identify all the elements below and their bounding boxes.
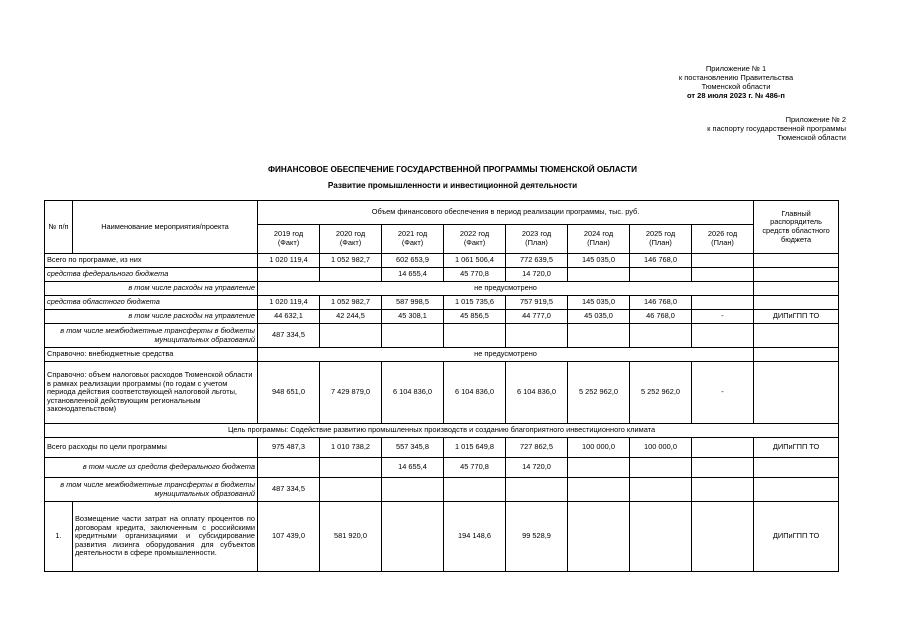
value-cell: [692, 268, 754, 282]
appendix-1-line: Тюменской области: [701, 82, 771, 91]
value-cell: [568, 324, 630, 348]
year-kind: (Факт): [277, 238, 300, 247]
year-label: 2021 год: [397, 229, 428, 239]
table-row-regional-mgmt: [45, 310, 839, 324]
value-cell: 14 655,4: [382, 268, 444, 282]
value-cell: 757 919,5: [506, 296, 568, 310]
value-cell: 487 334,5: [258, 324, 320, 348]
table-row-goal: [45, 424, 839, 438]
value-cell: 44 777,0: [506, 310, 568, 324]
header-num: № п/п: [45, 201, 73, 254]
year-cell: [506, 225, 568, 254]
value-cell: 100 000,0: [568, 438, 630, 458]
value-cell: 14 655,4: [382, 458, 444, 478]
year-label: 2025 год: [645, 229, 676, 239]
value-cell: 146 768,0: [630, 296, 692, 310]
value-cell: 487 334,5: [258, 478, 320, 502]
year-kind: (План): [649, 238, 672, 247]
value-cell: 42 244,5: [320, 310, 382, 324]
table-row-tax: [45, 362, 839, 424]
value-cell: 145 035,0: [568, 296, 630, 310]
manager-cell: [754, 324, 839, 348]
value-cell: 45 308,1: [382, 310, 444, 324]
year-cell: [568, 225, 630, 254]
table-row-federal: [45, 268, 839, 282]
header-name: Наименование мероприятия/проекта: [73, 201, 258, 254]
row-num: 1.: [45, 502, 73, 572]
row-label: в том числе межбюджетные трансферты в бюджеты муниципальных образований: [45, 324, 258, 348]
row-label: Справочно: внебюджетные средства: [45, 348, 258, 362]
appendix-1-date: от 28 июля 2023 г. № 486-п: [687, 91, 785, 100]
value-cell: 14 720,0: [506, 268, 568, 282]
manager-cell: [754, 362, 839, 424]
value-cell: [692, 438, 754, 458]
value-cell: [258, 268, 320, 282]
table-row-goal-federal: [45, 458, 839, 478]
value-cell: 602 653,9: [382, 254, 444, 268]
appendix-2-line: Приложение № 2: [785, 115, 846, 124]
year-kind: (Факт): [339, 238, 362, 247]
value-cell: [692, 324, 754, 348]
header-volume: Объем финансового обеспечения в период реализации программы, тыс. руб.: [258, 201, 754, 225]
year-kind: (Факт): [463, 238, 486, 247]
value-cell: 1 020 119,4: [258, 254, 320, 268]
row-label: Справочно: объем налоговых расходов Тюменской области в рамках реализации программы (по годам с учетом периода действия соответствующей налоговой льготы, установленной действующим региональным законодательством): [45, 362, 258, 424]
value-cell: 146 768,0: [630, 254, 692, 268]
row-label: в том числе расходы на управление: [45, 282, 258, 296]
header-manager: Главный распорядитель средств областного бюджета: [754, 201, 839, 254]
row-label: Всего по программе, из них: [45, 254, 258, 268]
manager-cell: ДИПиГПП ТО: [754, 502, 839, 572]
value-cell: 145 035,0: [568, 254, 630, 268]
table-row-goal-interbudget: [45, 478, 839, 502]
financing-table: [44, 200, 839, 572]
value-cell: [320, 458, 382, 478]
year-label: 2019 год: [273, 229, 304, 239]
year-kind: (План): [711, 238, 734, 247]
value-cell: 1 052 982,7: [320, 254, 382, 268]
value-cell: 45 035,0: [568, 310, 630, 324]
manager-cell: [754, 348, 839, 362]
year-kind: (План): [587, 238, 610, 247]
value-cell: [568, 502, 630, 572]
value-cell: 1 020 119,4: [258, 296, 320, 310]
value-cell: [382, 478, 444, 502]
appendix-1-block: [668, 64, 804, 100]
value-cell: [692, 458, 754, 478]
value-cell: 45 770,8: [444, 458, 506, 478]
value-cell: -: [692, 310, 754, 324]
manager-cell: [754, 268, 839, 282]
value-cell: [630, 502, 692, 572]
manager-cell: [754, 478, 839, 502]
value-cell: [692, 296, 754, 310]
value-cell: 107 439,0: [258, 502, 320, 572]
appendix-2-line: к паспорту государственной программы: [707, 124, 846, 133]
value-cell: [506, 324, 568, 348]
manager-cell: ДИПиГПП ТО: [754, 438, 839, 458]
year-cell: [320, 225, 382, 254]
value-cell: 581 920,0: [320, 502, 382, 572]
year-label: 2022 год: [459, 229, 490, 239]
manager-cell: [754, 282, 839, 296]
year-label: 2026 год: [707, 229, 738, 239]
row-label: в том числе из средств федерального бюджета: [45, 458, 258, 478]
value-cell: [630, 324, 692, 348]
appendix-1-line: к постановлению Правительства: [678, 73, 794, 82]
value-cell: 44 632,1: [258, 310, 320, 324]
value-cell: [444, 324, 506, 348]
value-cell: [320, 478, 382, 502]
appendix-1-line: Приложение № 1: [705, 64, 767, 73]
value-cell: 6 104 836,0: [382, 362, 444, 424]
value-cell: [506, 478, 568, 502]
value-cell: [692, 502, 754, 572]
value-cell: [382, 324, 444, 348]
value-cell: 557 345,8: [382, 438, 444, 458]
manager-cell: [754, 296, 839, 310]
value-cell: [382, 502, 444, 572]
value-cell: 727 862,5: [506, 438, 568, 458]
manager-cell: [754, 458, 839, 478]
value-cell: 194 148,6: [444, 502, 506, 572]
table-row-total: [45, 254, 839, 268]
year-cell: [444, 225, 506, 254]
value-cell: [444, 478, 506, 502]
value-cell: 6 104 836,0: [444, 362, 506, 424]
value-cell: [692, 478, 754, 502]
appendix-2-block: [668, 115, 846, 142]
row-label: в том числе межбюджетные трансферты в бюджеты муниципальных образований: [45, 478, 258, 502]
value-cell: [568, 458, 630, 478]
value-cell: [320, 324, 382, 348]
document-title: ФИНАНСОВОЕ ОБЕСПЕЧЕНИЕ ГОСУДАРСТВЕННОЙ ПРОГРАММЫ ТЮМЕНСКОЙ ОБЛАСТИ: [267, 165, 638, 174]
value-cell: 5 252 962,0: [568, 362, 630, 424]
value-cell: -: [692, 362, 754, 424]
value-cell: [258, 458, 320, 478]
header-row: [45, 201, 839, 225]
year-kind: (Факт): [401, 238, 424, 247]
table-row-federal-mgmt: [45, 282, 839, 296]
row-label: Возмещение части затрат на оплату процентов по договорам кредита, заключенным с российскими кредитными организациями и субсидирование развития лизинга оборудования для субъектов деятельности в сфере промышленности.: [73, 502, 258, 572]
value-cell: [630, 458, 692, 478]
manager-cell: [754, 254, 839, 268]
value-cell: [630, 478, 692, 502]
not-provided-cell: не предусмотрено: [258, 348, 754, 362]
value-cell: 45 856,5: [444, 310, 506, 324]
value-cell: 7 429 879,0: [320, 362, 382, 424]
value-cell: 99 528,9: [506, 502, 568, 572]
value-cell: 1 010 738,2: [320, 438, 382, 458]
value-cell: 1 052 982,7: [320, 296, 382, 310]
not-provided-cell: не предусмотрено: [258, 282, 754, 296]
appendix-2-line: Тюменской области: [777, 133, 846, 142]
value-cell: 1 015 735,6: [444, 296, 506, 310]
row-label: средства областного бюджета: [45, 296, 258, 310]
year-label: 2023 год: [521, 229, 552, 239]
year-cell: [258, 225, 320, 254]
value-cell: [630, 268, 692, 282]
value-cell: [320, 268, 382, 282]
table-row-item-1: [45, 502, 839, 572]
value-cell: 46 768,0: [630, 310, 692, 324]
value-cell: 45 770,8: [444, 268, 506, 282]
value-cell: 100 000,0: [630, 438, 692, 458]
value-cell: 948 651,0: [258, 362, 320, 424]
goal-text: Цель программы: Содействие развитию промышленных производств и созданию благоприятного инвестиционного климата: [45, 424, 839, 438]
manager-cell: ДИПиГПП ТО: [754, 310, 839, 324]
document-subtitle: Развитие промышленности и инвестиционной деятельности: [327, 181, 578, 190]
value-cell: 14 720,0: [506, 458, 568, 478]
year-cell: [630, 225, 692, 254]
value-cell: 1 015 649,8: [444, 438, 506, 458]
row-label: в том числе расходы на управление: [45, 310, 258, 324]
year-cell: [382, 225, 444, 254]
value-cell: [568, 268, 630, 282]
table-row-goal-total: [45, 438, 839, 458]
value-cell: [692, 254, 754, 268]
value-cell: 772 639,5: [506, 254, 568, 268]
year-cell: [692, 225, 754, 254]
year-kind: (План): [525, 238, 548, 247]
value-cell: 6 104 836,0: [506, 362, 568, 424]
value-cell: 587 998,5: [382, 296, 444, 310]
table-row-interbudget: [45, 324, 839, 348]
value-cell: 975 487,3: [258, 438, 320, 458]
table-row-regional: [45, 296, 839, 310]
value-cell: 1 061 506,4: [444, 254, 506, 268]
row-label: средства федерального бюджета: [45, 268, 258, 282]
value-cell: 5 252 962,0: [630, 362, 692, 424]
year-label: 2024 год: [583, 229, 614, 239]
value-cell: [568, 478, 630, 502]
year-label: 2020 год: [335, 229, 366, 239]
table-row-extrabudget: [45, 348, 839, 362]
row-label: Всего расходы по цели программы: [45, 438, 258, 458]
